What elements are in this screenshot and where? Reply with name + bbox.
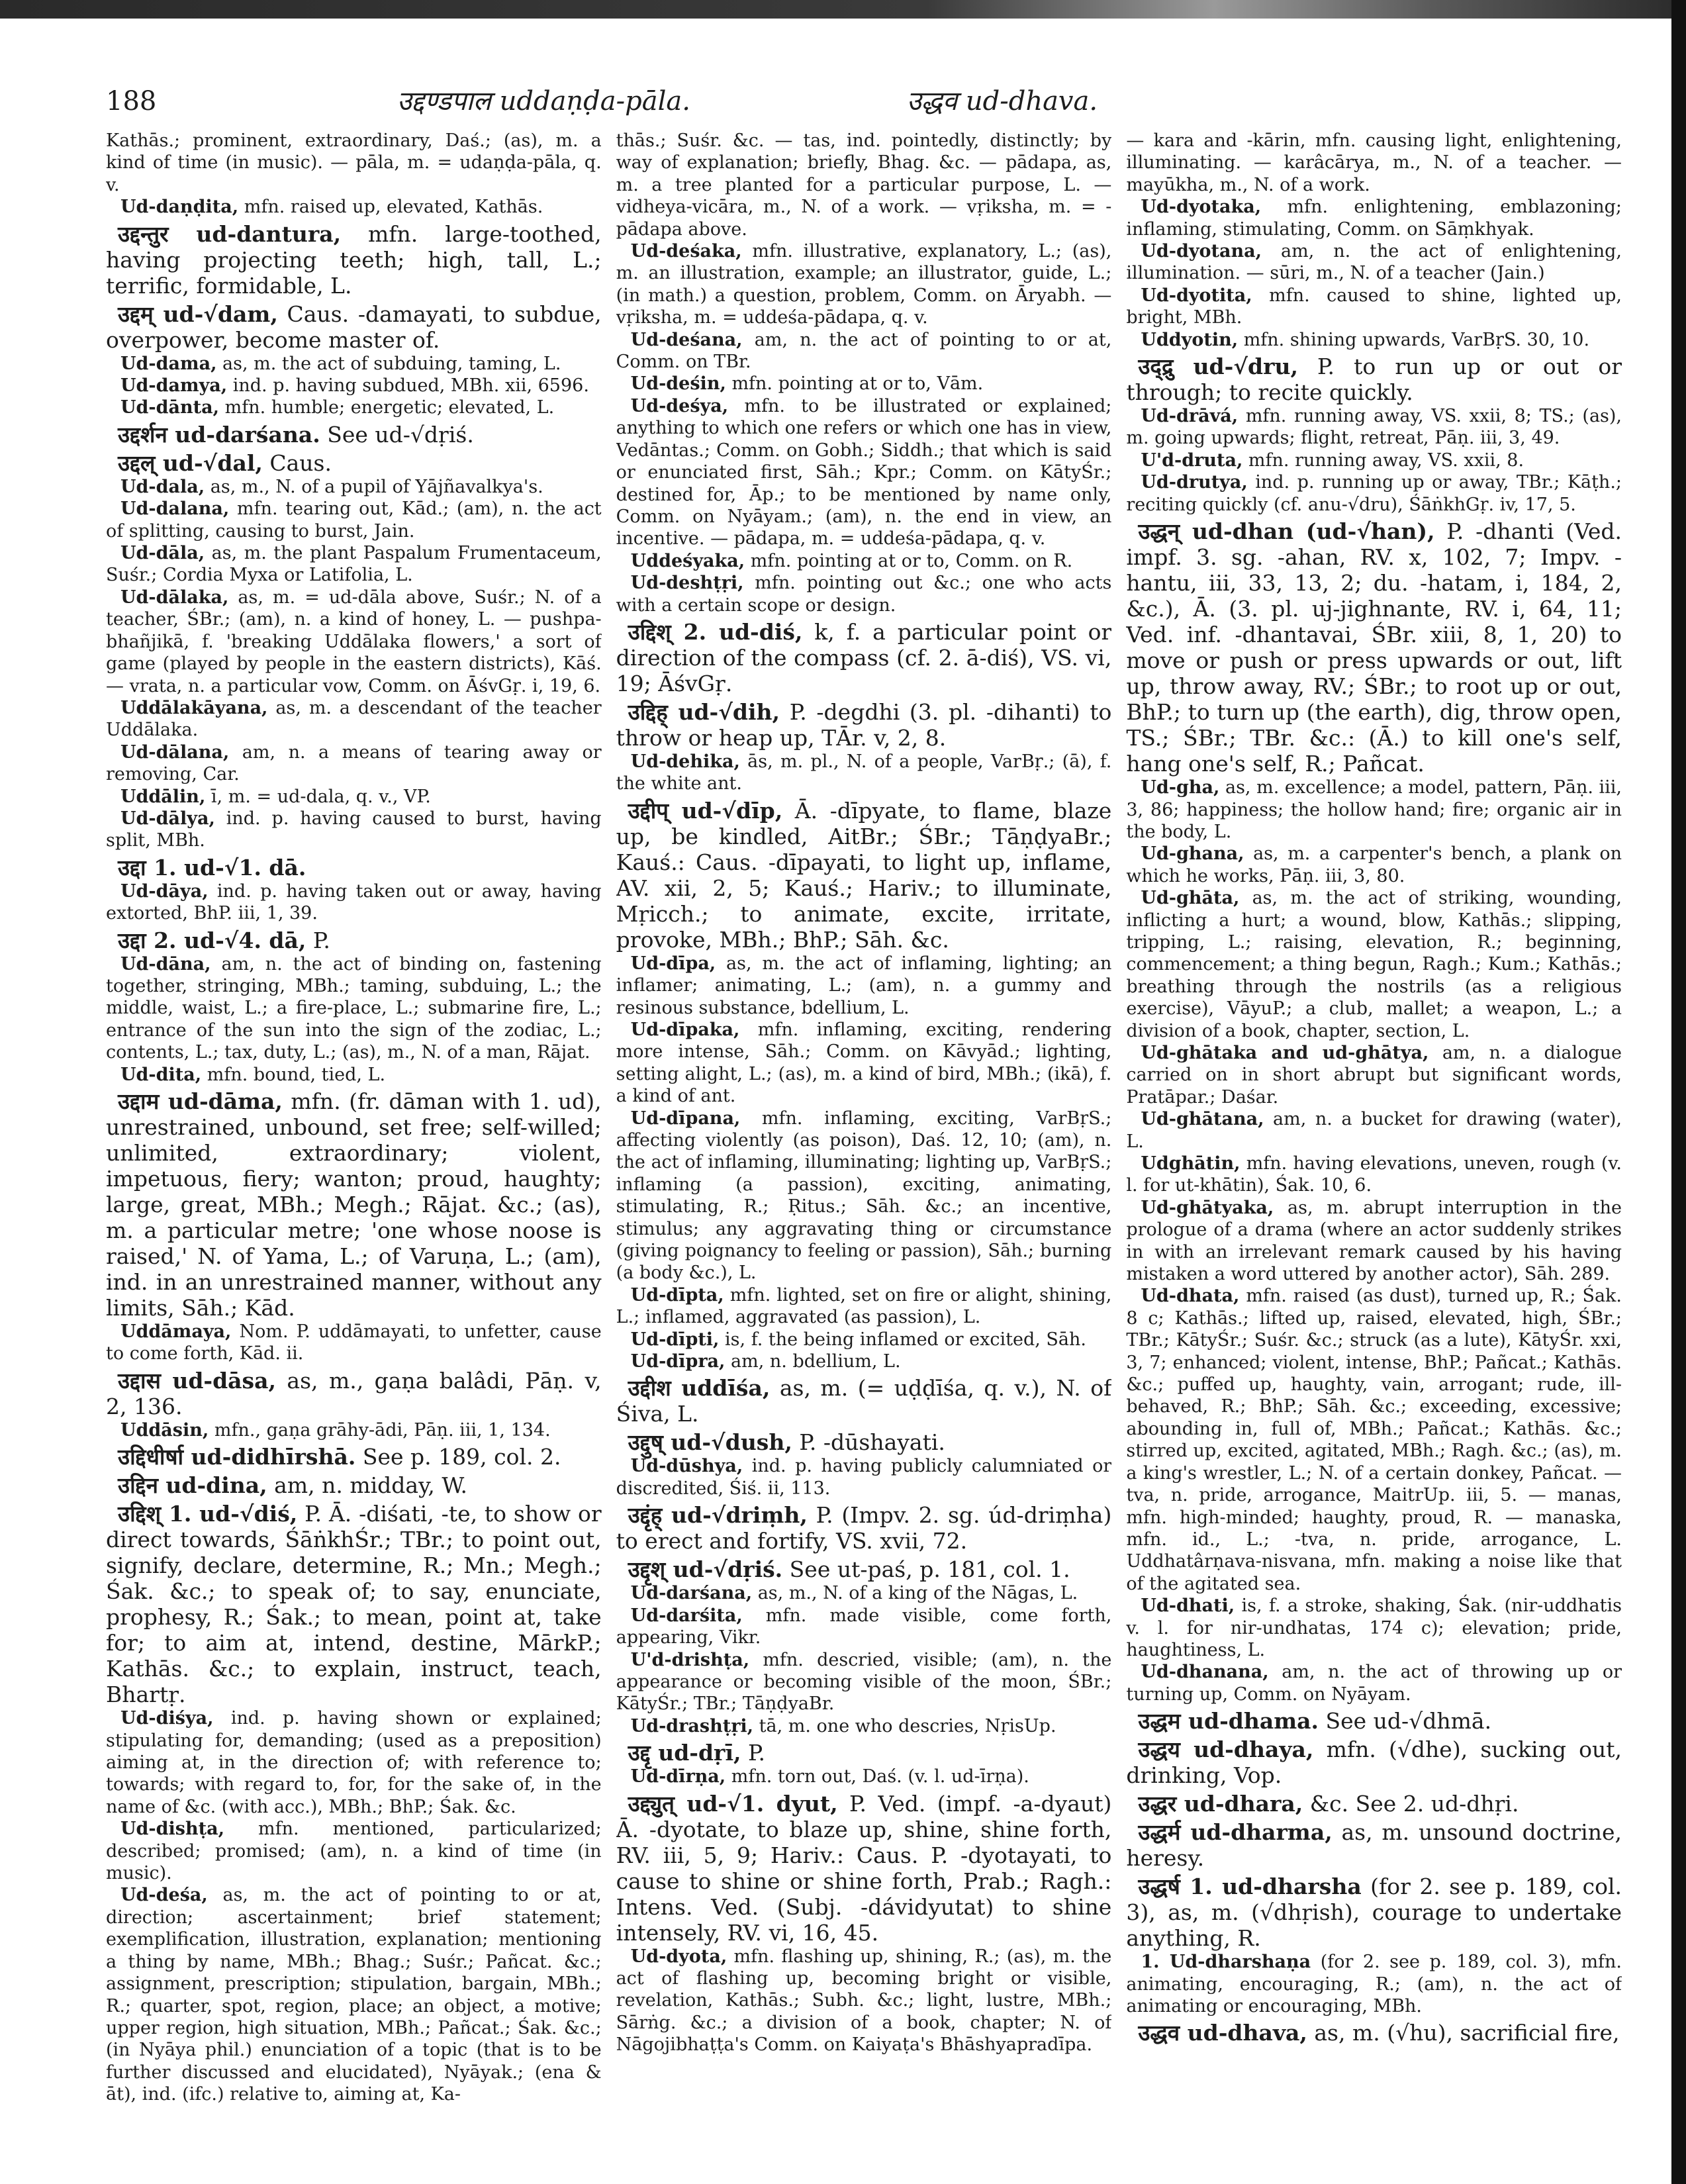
entry-headword: Ud-dīpra, xyxy=(630,1351,726,1372)
entry-definition: am, n. midday, W. xyxy=(267,1472,467,1499)
dictionary-entry xyxy=(106,1884,602,2105)
dictionary-entry xyxy=(616,1429,1112,1455)
entry-headword: उद्दन्तुर ud-dantura, xyxy=(118,220,342,247)
entry-headword: Ud-dālaka, xyxy=(120,587,229,608)
entry-headword: Ud-deśaka, xyxy=(630,241,742,262)
entry-definition: mfn. large-toothed, having projecting teeth; high, tall, L.; terrific, formidable, L. xyxy=(106,220,602,299)
entry-definition: as, m., N. of a pupil of Yājñavalkya's. xyxy=(205,476,543,497)
entry-headword: उद्द्युत् ud-√1. dyut, xyxy=(628,1790,838,1817)
entry-headword: उद्दिन ud-dina, xyxy=(118,1472,267,1499)
entry-definition: P. -dūshayati. xyxy=(792,1429,945,1456)
entry-definition: am, n. a means of tearing away or removing, Car. xyxy=(106,741,602,785)
entry-headword: उद्दीश uddīśa, xyxy=(628,1375,771,1401)
entry-definition: P. Ved. (impf. -a-dyaut) Ā. -dyotate, to blaze up, shine, shine forth, RV. iii, 5, 9; Hariv.: Caus. P. -dyotayati, to cause to shine or shine forth, Prab.; Ragh.: Intens. Ved. (Subj. -dávidyutat) to shine intensely, RV. vi, 16, 45. xyxy=(616,1790,1112,1946)
entry-headword: Ud-dhati, xyxy=(1141,1595,1235,1617)
entry-headword: उद्धम ud-dhama. xyxy=(1138,1708,1319,1734)
entry-headword: Uddālin, xyxy=(120,786,206,807)
entry-headword: Ud-dānta, xyxy=(120,397,220,418)
dictionary-entry xyxy=(106,353,602,375)
dictionary-entry xyxy=(616,1605,1112,1649)
entry-headword: U'd-druta, xyxy=(1141,450,1243,471)
entry-headword: Ud-dūshya, xyxy=(630,1456,743,1477)
entry-headword: Uddāsin, xyxy=(120,1419,209,1441)
dictionary-entry xyxy=(106,1368,602,1419)
dictionary-entry xyxy=(1126,2020,1622,2046)
right-running-headword: उद्धव ud-dhava. xyxy=(907,86,1098,117)
dictionary-entry xyxy=(1126,240,1622,285)
entry-headword: Ud-dāna, xyxy=(120,953,211,974)
dictionary-entry xyxy=(106,130,602,196)
dictionary-entry xyxy=(616,1351,1112,1372)
entry-headword: Ud-dita, xyxy=(120,1064,202,1085)
entry-headword: Ud-dīpaka, xyxy=(630,1019,740,1040)
dictionary-entry xyxy=(1126,196,1622,240)
entry-headword: Ud-dālana, xyxy=(120,741,230,763)
dictionary-entry xyxy=(616,572,1112,616)
entry-definition: ī, m. = ud-dala, q. v., VP. xyxy=(205,786,431,807)
dictionary-entry xyxy=(106,542,602,587)
entry-definition: mfn. made visible, come forth, appearing, Vikr. xyxy=(616,1605,1112,1648)
entry-headword: Uddāmaya, xyxy=(120,1321,232,1342)
entry-definition: k, f. a particular point or direction of the compass (cf. 2. ā-diś), VS. vi, 19; ĀśvGṛ. xyxy=(616,618,1112,696)
entry-headword: उद्दल् ud-√dal, xyxy=(118,450,263,476)
entry-definition: am, n. the act of throwing up or turning up, Comm. on Nyāyam. xyxy=(1126,1662,1622,1705)
entry-headword: Ud-dīpa, xyxy=(630,953,716,974)
entry-definition: P. -degdhi (3. pl. -dihanti) to throw or heap up, TĀr. v, 2, 8. xyxy=(616,698,1112,751)
dictionary-entry xyxy=(1126,1042,1622,1108)
entry-definition: mfn. (√dhe), sucking out, drinking, Vop. xyxy=(1126,1736,1622,1789)
dictionary-entry xyxy=(1126,1951,1622,2017)
dictionary-entry xyxy=(1126,285,1622,329)
entry-definition: See ud-√dṛiś. xyxy=(320,421,474,448)
dictionary-entry xyxy=(106,1707,602,1818)
entry-definition: mfn. lighted, set on fire or alight, shining, L.; inflamed, aggravated (as passion), L. xyxy=(616,1284,1112,1328)
column-1 xyxy=(106,130,602,2156)
dictionary-entry xyxy=(106,1501,602,1707)
entry-headword: उद्दृश् ud-√dṛiś. xyxy=(628,1556,783,1583)
dictionary-entry xyxy=(1126,329,1622,351)
dictionary-entry xyxy=(1126,1736,1622,1788)
entry-headword: उद्दृंह् ud-√driṃh, xyxy=(628,1502,808,1529)
entry-headword: Ud-dāla, xyxy=(120,543,205,564)
entry-definition: mfn. pointing at or to, Vām. xyxy=(726,373,984,395)
entry-definition: ind. p. having shown or explained; stipulating for, demanding; (used as a preposition) aiming at, in the direction of; with reference to; towards; with regard to, for, for the sake of, in the name of &c. (with acc.), MBh.; BhP.; Śak. &c. xyxy=(106,1708,602,1817)
entry-definition: as, m. abrupt interruption in the prologue of a drama (where an actor suddenly strikes in with an irrelevant remark caused by his having mistaken a word uttered by another actor), Sāh. 289. xyxy=(1126,1197,1622,1285)
entry-headword: Ud-ghātyaka, xyxy=(1141,1197,1274,1218)
entry-headword: उद्दास ud-dāsa, xyxy=(118,1367,276,1394)
entry-definition: See ud-√dhmā. xyxy=(1319,1708,1492,1734)
entry-headword: Ud-diśya, xyxy=(120,1708,214,1729)
dictionary-entry xyxy=(616,619,1112,696)
entry-definition: Ā. -dīpyate, to flame, blaze up, be kindled, AitBr.; ŚBr.; TāṇḍyaBr.; Kauś.: Caus. -dīpayati, to light up, inflame, AV. xii, 2, 5; Kauś.; Hariv.; to illuminate, Mṛicch.; to animate, excite, irritate, provoke, MBh.; BhP.; Sāh. &c. xyxy=(616,797,1112,953)
entry-headword: Ud-dhanana, xyxy=(1141,1662,1269,1683)
entry-definition: P. xyxy=(741,1740,765,1766)
dictionary-entry xyxy=(1126,354,1622,405)
entry-headword: U'd-drishṭa, xyxy=(630,1649,750,1670)
entry-headword: Ud-deśana, xyxy=(630,329,743,350)
entry-definition: ind. p. having subdued, MBh. xii, 6596. xyxy=(227,375,589,397)
entry-definition: mfn. pointing out &c.; one who acts with a certain scope or design. xyxy=(616,573,1112,616)
dictionary-entry xyxy=(1126,1708,1622,1734)
entry-definition: am, n. the act of pointing to or at, Comm. on TBr. xyxy=(616,329,1112,373)
dictionary-entry xyxy=(616,1556,1112,1582)
dictionary-entry xyxy=(106,1088,602,1321)
entry-headword: उद्दा 2. ud-√4. dā, xyxy=(118,927,306,953)
entry-headword: Ud-drutya, xyxy=(1141,472,1248,493)
dictionary-entry xyxy=(1126,518,1622,777)
entry-headword: Ud-darśana, xyxy=(630,1583,753,1604)
dictionary-entry xyxy=(1126,887,1622,1042)
entry-definition: mfn. illustrative, explanatory, L.; (as), m. an illustration, example; an illustrator, guide, L.; (in math.) a question, problem, Comm. on Āryabh. — vṛiksha, m. = uddeśa-pādapa, q. v. xyxy=(616,241,1112,328)
entry-definition: See p. 189, col. 2. xyxy=(355,1444,561,1470)
entry-headword: Ud-dīpta, xyxy=(630,1284,724,1306)
dictionary-entry xyxy=(616,1455,1112,1499)
dictionary-entry xyxy=(1126,1661,1622,1705)
dictionary-entry xyxy=(106,1444,602,1470)
dictionary-entry xyxy=(106,301,602,353)
entry-headword: उद्दिश् 2. ud-diś, xyxy=(628,618,803,645)
entry-headword: Ud-daṇḍita, xyxy=(120,197,239,218)
entry-definition: as, m. the act of inflaming, lighting; an inflamer; animating, L.; (am), n. a gummy and resinous substance, bdellium, L. xyxy=(616,953,1112,1018)
dictionary-entry xyxy=(106,397,602,418)
entry-headword: Udghātin, xyxy=(1141,1153,1241,1174)
dictionary-entry xyxy=(616,373,1112,395)
dictionary-entry xyxy=(1126,1791,1622,1817)
entry-definition: thās.; Suśr. &c. — tas, ind. pointedly, distinctly; by way of explanation; briefly, Bhag. &c. — pādapa, as, m. a tree planted for a particular purpose, L. — vidheya-vicāra, m., N. of a work. — vṛiksha, m. = -pādapa above. xyxy=(616,130,1112,240)
entry-definition: P. to run up or out or through; to recite quickly. xyxy=(1126,354,1622,406)
dictionary-entry xyxy=(1126,1153,1622,1197)
entry-definition: mfn. enlightening, emblazoning; inflaming, stimulating, Comm. on Sāṃkhyak. xyxy=(1126,197,1622,240)
entry-headword: Ud-dyotaka, xyxy=(1141,197,1262,218)
dictionary-entry xyxy=(1126,1595,1622,1661)
entry-headword: Ud-ghana, xyxy=(1141,843,1244,865)
dictionary-entry xyxy=(106,880,602,925)
page-number: 188 xyxy=(106,86,157,117)
entry-definition: ind. p. having taken out or away, having extorted, BhP. iii, 1, 39. xyxy=(106,880,602,924)
dictionary-entry xyxy=(616,1766,1112,1787)
dictionary-entry xyxy=(106,375,602,397)
entry-definition: mfn. (fr. dāman with 1. ud), unrestrained, unbound, set free; self-willed; unlimited, extraordinary; violent, impetuous, fiery; wanton; proud, haughty; large, great, MBh.; Megh.; Rājat. &c.; (as), m. a particular metre; 'one whose noose is raised,' N. of Yama, L.; of Varuṇa, L.; (am), ind. in an unrestrained manner, without any limits, Sāh.; Kād. xyxy=(106,1088,602,1321)
entry-headword: Ud-dīpti, xyxy=(630,1329,720,1350)
entry-definition: mfn., gaṇa grāhy-ādi, Pāṇ. iii, 1, 134. xyxy=(209,1419,551,1441)
dictionary-entry xyxy=(106,1321,602,1365)
entry-definition: mfn. to be illustrated or explained; anything to which one refers or which one has in view, Vedāntas.; Comm. on Gobh.; Siddh.; that which is said or enunciated first, Sāh.; Kpr.; Comm. on KātyŚr.; destined for, Āp.; to be mentioned by name only, Comm. on Nyāyam.; (am), n. the end in view, an incentive. — pādapa, m. = uddeśa-pādapa, q. v. xyxy=(616,395,1112,549)
entry-definition: P. xyxy=(306,927,330,953)
entry-definition: mfn. running away, VS. xxii, 8; TS.; (as), m. going upwards; flight, retreat, Pāṇ. iii, 3, 49. xyxy=(1126,406,1622,449)
entry-definition: as, m. unsound doctrine, heresy. xyxy=(1126,1819,1622,1872)
entry-definition: Nom. P. uddāmayati, to unfetter, cause to come forth, Kād. ii. xyxy=(106,1321,602,1364)
entry-definition: ās, m. pl., N. of a people, VarBṛ.; (ā), f. the white ant. xyxy=(616,751,1112,794)
dictionary-entry xyxy=(616,751,1112,795)
dictionary-entry xyxy=(106,953,602,1064)
entry-definition: (for 2. see p. 189, col. 3), mfn. animating, encouraging, R.; (am), n. the act of animating or encouraging, MBh. xyxy=(1126,1952,1622,2017)
entry-definition: am, n. the act of binding on, fastening together, stringing, MBh.; taming, subduing, L.; the middle, waist, L.; a fire-place, L.; submarine fire, L.; entrance of the sun into the sign of the zodiac, L.; contents, L.; tax, duty, L.; (as), m., N. of a man, Rājat. xyxy=(106,953,602,1063)
entry-headword: उद्दिधीर्षा ud-didhīrshā. xyxy=(118,1444,356,1470)
dictionary-columns xyxy=(106,130,1622,2156)
entry-definition: ind. p. having publicly calumniated or discredited, Śiś. ii, 113. xyxy=(616,1456,1112,1499)
dictionary-entry xyxy=(616,240,1112,329)
entry-definition: mfn. humble; energetic; elevated, L. xyxy=(219,397,555,418)
dictionary-entry xyxy=(106,1419,602,1441)
entry-definition: (for 2. see p. 189, col. 3), as, m. (√dhṛish), courage to undertake anything, R. xyxy=(1126,1874,1622,1952)
dictionary-entry xyxy=(106,498,602,542)
entry-definition: &c. See 2. ud-dhṛi. xyxy=(1303,1791,1519,1817)
entry-definition: P. Ā. -diśati, -te, to show or direct towards, ŚāṅkhŚr.; TBr.; to point out, signify, declare, determine, R.; Mn.; Megh.; Śak. &c.; to speak of; to say, enunciate, prophesy, R.; Śak.; to mean, point at, take for; to aim at, intend, destine, MārkP.; Kathās. &c.; to explain, instruct, teach, Bhartṛ. xyxy=(106,1501,602,1708)
entry-headword: उद्दर्शन ud-darśana. xyxy=(118,421,320,448)
dictionary-entry xyxy=(616,1284,1112,1329)
dictionary-entry xyxy=(616,1946,1112,2056)
entry-headword: Ud-dyotita, xyxy=(1141,285,1252,306)
entry-definition: mfn. caused to shine, lighted up, bright, MBh. xyxy=(1126,285,1622,328)
entry-definition: mfn. flashing up, shining, R.; (as), m. the act of flashing up, becoming bright or visible, revelation, Kathās.; Subh. &c.; light, lustre, MBh.; Sārṅg. &c.; a division of a book, chapter; N. of Nāgojibhaṭṭa's Comm. on Kaiyaṭa's Bhāshyapradīpa. xyxy=(616,1946,1112,2056)
entry-definition: tā, m. one who descries, NṛisUp. xyxy=(753,1715,1056,1736)
dictionary-entry xyxy=(1126,1819,1622,1871)
column-3 xyxy=(1126,130,1622,2156)
entry-headword: उद्दिश् 1. ud-√diś, xyxy=(118,1501,298,1527)
scan-top-bar xyxy=(0,0,1686,19)
dictionary-entry xyxy=(616,1740,1112,1766)
dictionary-entry xyxy=(106,927,602,953)
entry-headword: Ud-deshṭṛi, xyxy=(630,573,744,594)
entry-headword: Ud-dīrṇa, xyxy=(630,1766,726,1787)
dictionary-entry xyxy=(616,1582,1112,1604)
entry-headword: Ud-dama, xyxy=(120,353,217,374)
entry-definition: is, f. the being inflamed or excited, Sāh. xyxy=(719,1329,1086,1350)
dictionary-entry xyxy=(616,1502,1112,1554)
dictionary-entry xyxy=(616,1649,1112,1715)
entry-headword: उद्धय ud-dhaya, xyxy=(1138,1736,1314,1763)
entry-headword: Uddyotin, xyxy=(1141,329,1239,350)
entry-definition: mfn. descried, visible; (am), n. the appearance or becoming visible of the moon, ŚBr.; KātyŚr.; TBr.; TāṇḍyaBr. xyxy=(616,1649,1112,1715)
scan-right-edge xyxy=(1671,0,1686,2184)
entry-headword: उद्दीप् ud-√dīp, xyxy=(628,797,783,824)
dictionary-entry xyxy=(616,130,1112,240)
entry-headword: उद्धव ud-dhava, xyxy=(1138,2020,1307,2046)
entry-definition: ind. p. running up or away, TBr.; Kāṭh.; reciting quickly (cf. anu-√dru), ŚāṅkhGṛ. iv, 17, 5. xyxy=(1126,472,1622,515)
dictionary-entry xyxy=(1126,777,1622,843)
entry-definition: as, m. = ud-dāla above, Suśr.; N. of a teacher, ŚBr.; (am), n. a kind of honey, L. — pushpa-bhañjikā, f. 'breaking Uddālaka flowers,' a sort of game (played by people in the eastern districts), Kāś. — vrata, n. a particular vow, Comm. on ĀśvGṛ. i, 19, 6. xyxy=(106,587,602,696)
entry-headword: Ud-dyotana, xyxy=(1141,241,1262,262)
entry-definition: as, m. the act of pointing to or at, direction; ascertainment; brief statement; exemplification, illustration, explanation; mentioning a thing by name, MBh.; Bhag.; Suśr.; Pañcat. &c.; assignment, prescription; stipulation, bargain, MBh.; R.; quarter, spot, region, place; an object, a motive; upper region, high situation, MBh.; Pañcat.; Śak. &c.; (in Nyāya phil.) enunciation of a topic (that is to be further discussed and elucidated), Nyāyak.; (ena & āt), ind. (ifc.) relative to, aiming at, Ka- xyxy=(106,1885,602,2105)
entry-definition: as, m., gaṇa balâdi, Pāṇ. v, 2, 136. xyxy=(106,1367,602,1419)
entry-headword: उद्धर्ष 1. ud-dharsha xyxy=(1138,1874,1362,1900)
entry-definition: mfn. bound, tied, L. xyxy=(201,1064,386,1085)
entry-headword: उद्धन् ud-dhan (ud-√han), xyxy=(1138,518,1435,545)
entry-definition: as, m. a descendant of the teacher Uddālaka. xyxy=(106,697,602,741)
entry-headword: Ud-gha, xyxy=(1141,777,1220,798)
dictionary-entry xyxy=(1126,843,1622,887)
column-2 xyxy=(616,130,1112,2156)
dictionary-entry xyxy=(1126,405,1622,450)
entry-headword: Ud-dīpana, xyxy=(630,1108,741,1129)
dictionary-entry xyxy=(106,476,602,498)
entry-definition: is, f. a stroke, shaking, Śak. (nir-uddhatis v. l. for nir-undhatas, 174 c); elevation; pride, haughtiness, L. xyxy=(1126,1595,1622,1660)
entry-definition: am, n. a dialogue carried on in short abrupt but significant words, Pratāpar.; Daśar. xyxy=(1126,1042,1622,1108)
dictionary-entry xyxy=(106,587,602,697)
entry-definition: mfn. torn out, Daś. (v. l. ud-īrṇa). xyxy=(726,1766,1029,1787)
dictionary-entry xyxy=(106,741,602,786)
entry-headword: Ud-dāya, xyxy=(120,880,209,902)
entry-definition: mfn. raised (as dust), turned up, R.; Śak. 8 c; Kathās.; lifted up, raised, elevated, high, ŚBr.; TBr.; KātyŚr.; Suśr. &c.; struck (as a lute), KātyŚr. xxi, 3, 7; enhanced; violent, intense, BhP.; Pañcat.; Kathās. &c.; puffed up, haughty, vain, arrogant; rude, ill-behaved, R.; BhP.; Sāh. &c.; exceeding, excessive; abounding in, full of, MBh.; Pañcat.; Kathās. &c.; stirred up, excited, agitated, MBh.; Ragh. &c.; (as), m. a king's wrestler, L.; N. of a certain donkey, Pañcat. — tva, n. pride, arrogance, MaitrUp. iii, 5. — manas, mfn. high-minded; haughty, proud, R. — manaska, mfn. id., L.; -tva, n. pride, arrogance, L. Uddhatârṇava-nisvana, mfn. making a noise like that of the agitated sea. xyxy=(1126,1286,1622,1594)
dictionary-entry xyxy=(106,808,602,852)
entry-definition: mfn. inflaming, exciting, rendering more intense, Sāh.; Comm. on Kāvyād.; lighting, setting alight, L.; (as), m. a kind of bird, MBh.; (ikā), f. a kind of ant. xyxy=(616,1019,1112,1107)
dictionary-entry xyxy=(1126,1285,1622,1595)
page-header xyxy=(106,78,1622,124)
entry-headword: Ud-drashṭṛi, xyxy=(630,1715,754,1736)
entry-definition: ind. p. having caused to burst, having split, MBh. xyxy=(106,808,602,851)
entry-definition: Kathās.; prominent, extraordinary, Daś.; (as), m. a kind of time (in music). — pāla, m. = udaṇḍa-pāla, q. v. xyxy=(106,130,602,195)
entry-headword: Ud-ghāta, xyxy=(1141,888,1240,909)
dictionary-entry xyxy=(616,550,1112,572)
dictionary-entry xyxy=(1126,1874,1622,1951)
entry-headword: Ud-deśa, xyxy=(120,1885,208,1906)
entry-headword: उद्दुष् ud-√dush, xyxy=(628,1429,792,1456)
dictionary-entry xyxy=(106,1818,602,1884)
entry-definition: P. -dhanti (Ved. impf. 3. sg. -ahan, RV. x, 102, 7; Impv. -hantu, iii, 33, 13, 2; du. -hatam, i, 184, 2, &c.), Ā. (3. pl. uj-jighnante, RV. i, 64, 11; Ved. inf. -dhantavai, ŚBr. xiii, 8, 1, 20) to move or push or press upwards or out, lift up, throw away, RV.; ŚBr.; to root up or out, BhP.; to turn up (the earth), dig, throw open, TS.; ŚBr.; TBr. &c.: (Ā.) to kill one's self, hang one's self, R.; Pañcat. xyxy=(1126,518,1622,777)
entry-definition: as, m. the act of subduing, taming, L. xyxy=(216,353,561,374)
left-running-headword: उद्दण्डपाल uddaṇḍa-pāla. xyxy=(397,86,690,117)
dictionary-entry xyxy=(106,450,602,476)
dictionary-entry xyxy=(616,329,1112,373)
entry-headword: Ud-dishṭa, xyxy=(120,1819,224,1840)
entry-headword: उद्धर्म ud-dharma, xyxy=(1138,1819,1333,1846)
entry-definition: as, m. (= uḍḍīśa, q. v.), N. of Śiva, L. xyxy=(616,1375,1112,1427)
entry-headword: Ud-ghātana, xyxy=(1141,1109,1264,1130)
entry-headword: Ud-deśin, xyxy=(630,373,726,395)
dictionary-entry xyxy=(106,422,602,448)
dictionary-entry xyxy=(106,221,602,299)
dictionary-entry xyxy=(616,1108,1112,1284)
entry-headword: उद्दाम ud-dāma, xyxy=(118,1088,283,1114)
entry-headword: Ud-dyota, xyxy=(630,1946,727,1967)
dictionary-entry xyxy=(106,786,602,808)
entry-definition: mfn. shining upwards, VarBṛS. 30, 10. xyxy=(1238,329,1590,350)
entry-headword: Ud-darśita, xyxy=(630,1605,743,1626)
entry-headword: उद्दा 1. ud-√1. dā. xyxy=(118,854,306,880)
dictionary-entry xyxy=(1126,450,1622,471)
entry-definition: as, m. the act of striking, wounding, inflicting a hurt; a wound, blow, Kathās.; slipping, tripping, L.; raising, elevation, R.; beginning, commencement; a thing begun, Ragh.; Kum.; Kathās.; breathing through the nostrils (as a religious exercise), VāyuP.; a club, mallet; a weapon, L.; a division of a book, chapter, section, L. xyxy=(1126,888,1622,1041)
entry-definition: mfn. pointing at or to, Comm. on R. xyxy=(745,550,1073,571)
entry-definition: mfn. raised up, elevated, Kathās. xyxy=(238,197,543,218)
dictionary-entry xyxy=(616,699,1112,751)
entry-definition: mfn. having elevations, uneven, rough (v. l. for ut-khātin), Śak. 10, 6. xyxy=(1126,1153,1622,1196)
entry-headword: उद्धर ud-dhara, xyxy=(1138,1791,1303,1817)
entry-headword: Ud-deśya, xyxy=(630,395,729,416)
entry-definition: mfn. running away, VS. xxii, 8. xyxy=(1242,450,1524,471)
entry-definition: Caus. xyxy=(262,450,332,476)
entry-headword: Ud-dhata, xyxy=(1141,1286,1240,1307)
entry-definition: as, m. the plant Paspalum Frumentaceum, Suśr.; Cordia Myxa or Latifolia, L. xyxy=(106,543,602,586)
dictionary-entry xyxy=(616,1715,1112,1737)
entry-headword: Ud-drāvá, xyxy=(1141,406,1239,427)
dictionary-entry xyxy=(616,798,1112,953)
dictionary-entry xyxy=(616,395,1112,550)
dictionary-entry xyxy=(1126,1197,1622,1286)
dictionary-entry xyxy=(616,1791,1112,1946)
entry-headword: Uddālakāyana, xyxy=(120,697,268,718)
entry-definition: Caus. -damayati, to subdue, overpower, become master of. xyxy=(106,301,602,353)
dictionary-entry xyxy=(1126,130,1622,196)
dictionary-entry xyxy=(106,1064,602,1086)
entry-definition: am, n. bdellium, L. xyxy=(725,1351,901,1372)
dictionary-entry xyxy=(1126,1108,1622,1153)
entry-definition: mfn. mentioned, particularized; described; promised; (am), n. a kind of time (in music). xyxy=(106,1819,602,1884)
dictionary-entry xyxy=(616,1329,1112,1351)
entry-headword: उद्दिह् ud-√dih, xyxy=(628,698,780,725)
entry-headword: उद्दम् ud-√dam, xyxy=(118,301,278,327)
dictionary-entry xyxy=(616,953,1112,1019)
entry-headword: उद्दृ ud-dṛī, xyxy=(628,1740,741,1766)
entry-definition: — kara and -kārin, mfn. causing light, enlightening, illuminating. — karâcārya, m., N. of a teacher. — mayūkha, m., N. of a work. xyxy=(1126,130,1622,195)
entry-headword: Ud-dalana, xyxy=(120,499,230,520)
entry-headword: 1. Ud-dharshaṇa xyxy=(1141,1952,1311,1973)
entry-definition: am, n. a bucket for drawing (water), L. xyxy=(1126,1109,1622,1152)
entry-headword: Ud-dehika, xyxy=(630,751,740,772)
dictionary-entry xyxy=(616,1019,1112,1108)
dictionary-entry xyxy=(106,1472,602,1498)
entry-headword: Ud-dālya, xyxy=(120,808,215,829)
entry-definition: as, m., N. of a king of the Nāgas, L. xyxy=(752,1583,1078,1604)
entry-definition: as, m. excellence; a model, pattern, Pāṇ. iii, 3, 86; happiness; the hollow hand; fire; organic air in the body, L. xyxy=(1126,777,1622,842)
dictionary-entry xyxy=(106,855,602,880)
dictionary-entry xyxy=(106,196,602,218)
entry-headword: उद्द्रु ud-√dru, xyxy=(1138,354,1298,380)
entry-definition: as, m. (√hu), sacrificial fire, xyxy=(1307,2020,1620,2046)
entry-definition: am, n. the act of enlightening, illumination. — sūri, m., N. of a teacher (Jain.) xyxy=(1126,241,1622,284)
entry-definition: P. (Impv. 2. sg. úd-driṃha) to erect and fortify, VS. xvii, 72. xyxy=(616,1502,1112,1554)
entry-headword: Ud-dala, xyxy=(120,476,205,497)
dictionary-entry xyxy=(1126,471,1622,516)
entry-definition: mfn. tearing out, Kād.; (am), n. the act of splitting, causing to burst, Jain. xyxy=(106,499,602,542)
dictionary-entry xyxy=(106,697,602,741)
entry-headword: Ud-damya, xyxy=(120,375,228,397)
entry-definition: as, m. a carpenter's bench, a plank on which he works, Pāṇ. iii, 3, 80. xyxy=(1126,843,1622,886)
entry-headword: Uddeśyaka, xyxy=(630,550,745,571)
entry-definition: See ut-paś, p. 181, col. 1. xyxy=(782,1556,1070,1583)
entry-definition: mfn. inflaming, exciting, VarBṛS.; affecting violently (as poison), Daś. 12, 10; (am), n. the act of inflaming, illuminating; lighting up, VarBṛS.; inflaming (a passion), exciting, animating, stimulating, R.; Ṛitus.; Sāh. &c.; an incentive, stimulus; any aggravating thing or circumstance (giving poignancy to feeling or passion), Sāh.; burning (a body &c.), L. xyxy=(616,1108,1112,1284)
entry-headword: Ud-ghātaka and ud-ghātya, xyxy=(1141,1042,1429,1063)
dictionary-entry xyxy=(616,1375,1112,1427)
